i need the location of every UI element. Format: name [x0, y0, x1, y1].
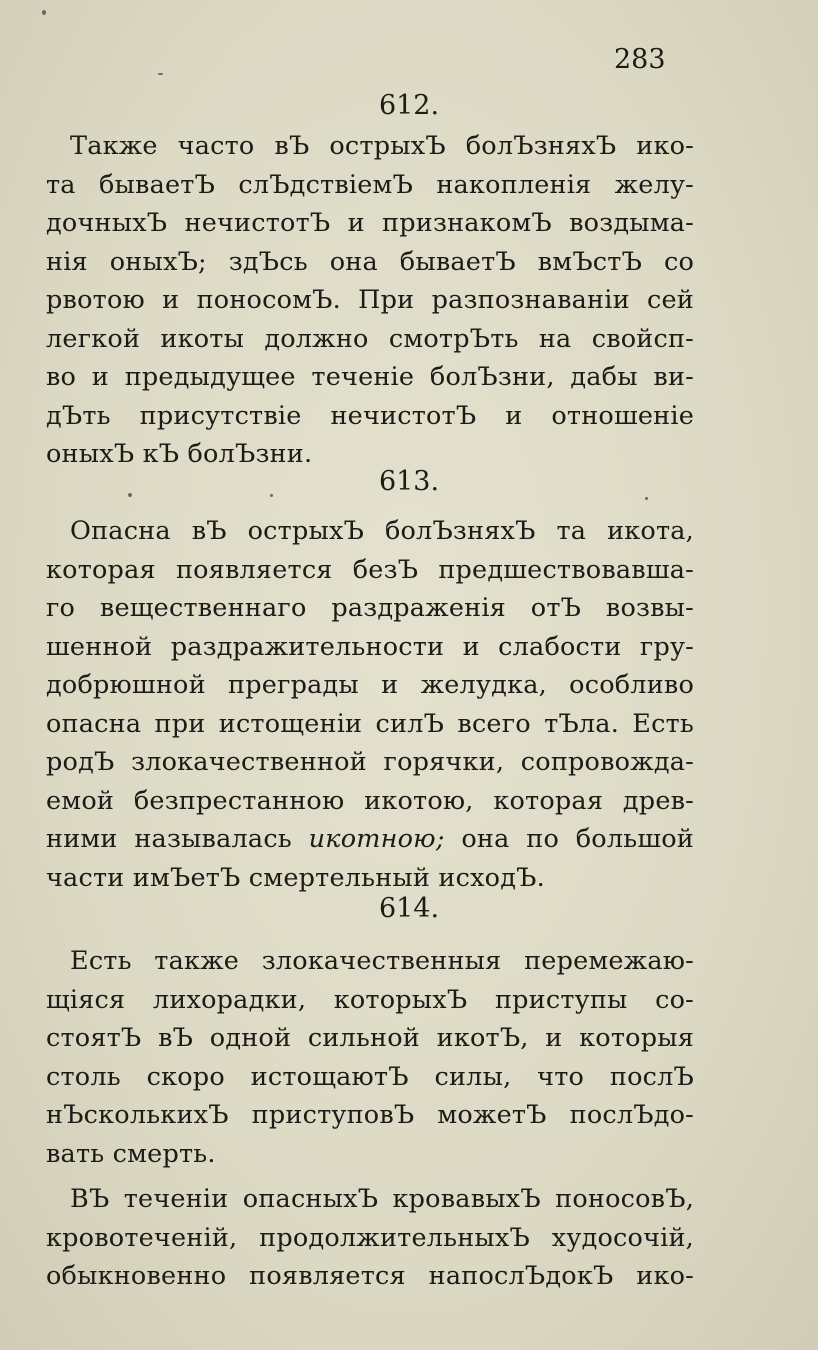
ink-speck [42, 10, 46, 15]
paragraph [46, 1180, 694, 1296]
text-line: оныхЪ кЪ болЪзни. [46, 439, 313, 469]
text-line: го вещественнаго раздраженія отЪ возвы- [46, 593, 694, 623]
text-line: рвотою и поносомЪ. При разпознаваніи сей [46, 285, 694, 315]
text-line: которая появляется безЪ предшествовавша- [46, 554, 694, 585]
section-number: 613. [378, 466, 440, 497]
text-line: шенной раздражительности и слабости гру- [46, 631, 694, 662]
text-line: та бываетЪ слЪдствіемЪ накопленія желу- [46, 169, 694, 200]
text-line: нЪсколькихЪ приступовЪ можетЪ послЪдо- [46, 1100, 694, 1130]
text-line: вать смерть. [46, 1138, 216, 1169]
paragraph [46, 127, 694, 474]
text-line: щіяся лихорадки, которыхЪ приступы со- [46, 984, 694, 1015]
text-line: столь скоро истощаютЪ силы, что послЪ [46, 1061, 694, 1092]
text-line: дочныхЪ нечистотЪ и признакомЪ воздыма- [46, 208, 694, 238]
text-line: легкой икоты должно смотрЪть на свойсп- [46, 323, 694, 354]
text-fragment: ними называлась [46, 824, 292, 854]
text-line: стоятЪ вЪ одной сильной икотЪ, и которыя [46, 1023, 694, 1053]
text-line [46, 820, 694, 859]
text-fragment: она по большой [461, 824, 694, 854]
text-line: Опасна вЪ острыхЪ болЪзняхЪ та икота, [70, 516, 694, 546]
text-line: опасна при истощеніи силЪ всего тЪла. Есть [46, 708, 694, 739]
paragraph [46, 512, 694, 897]
text-line: родЪ злокачественной горячки, сопровожда- [46, 747, 694, 777]
section-number: 614. [378, 893, 440, 924]
text-line: ВЪ теченіи опасныхЪ кровавыхЪ поносовЪ, [70, 1184, 694, 1214]
text-line: нія оныхЪ; здЪсь она бываетЪ вмЪстЪ со [46, 246, 694, 277]
text-line: емой безпрестанною икотою, которая древ- [46, 785, 694, 816]
text-line: части имЪетЪ смертельный исходЪ. [46, 862, 545, 893]
ink-speck [645, 497, 648, 500]
paragraph [46, 942, 694, 1173]
text-line: кровотеченій, продолжительныхЪ худосочій, [46, 1222, 694, 1253]
text-line: дЪть присутствіе нечистотЪ и отношеніе [46, 400, 694, 431]
ink-speck [158, 73, 163, 75]
page-number: 283 [614, 44, 666, 75]
text-line: Есть также злокачественныя перемежаю- [70, 946, 694, 976]
text-line: добрюшной преграды и желудка, особливо [46, 670, 694, 700]
text-line: обыкновенно появляется напослЪдокЪ ико- [46, 1261, 694, 1291]
text-line: во и предыдущее теченіе болЪзни, дабы ви- [46, 362, 694, 392]
italic-term: икотною; [308, 824, 445, 854]
section-number: 612. [378, 90, 440, 121]
text-line: Также часто вЪ острыхЪ болЪзняхЪ ико- [70, 131, 694, 161]
